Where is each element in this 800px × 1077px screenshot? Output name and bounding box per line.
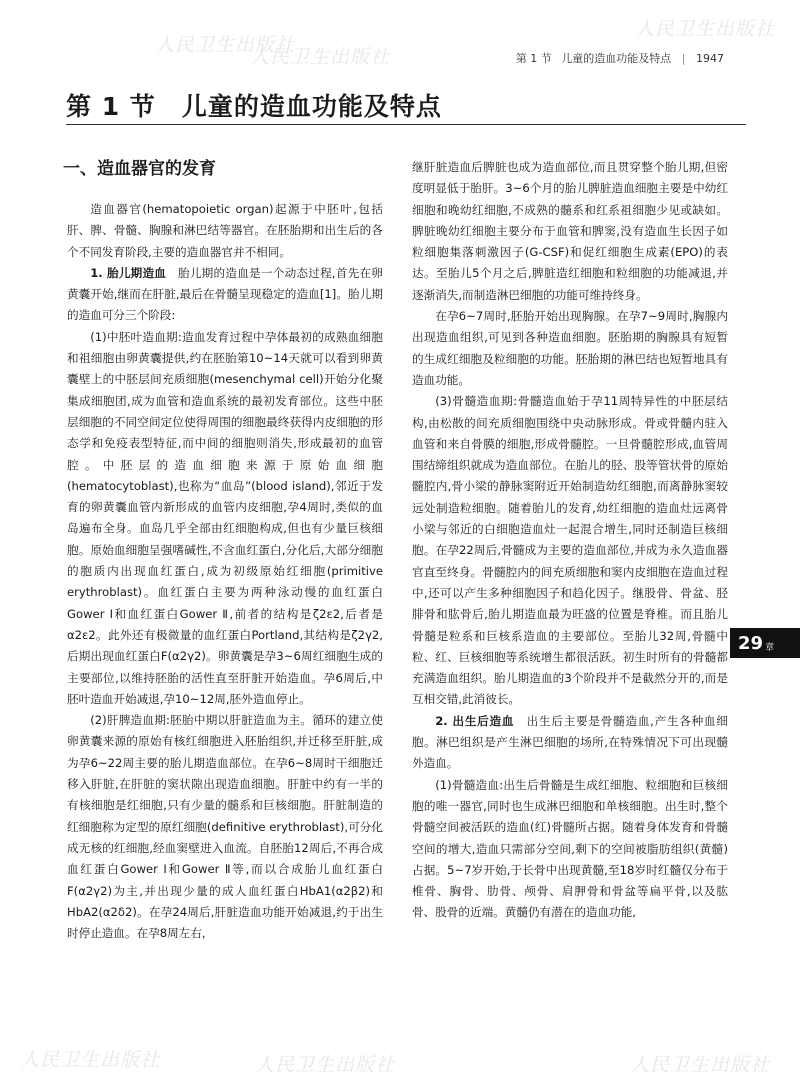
title-rule <box>66 124 746 125</box>
header-section: 第 1 节 <box>515 52 552 65</box>
paragraph-text: (2)肝脾造血期:胚胎中期以肝脏造血为主。循环的建立使卵黄囊来源的原始有核红细胞进入胚胎组织,并迁移至肝脏,成为孕6~22周主要的胎儿期造血部位。在孕6~8周时干细胞迁移入肝脏,在肝脏的窦状隙出现造血细胞。肝脏中约有一半的有核细胞是红细胞,只有少量的髓系和巨核细胞。肝脏制造的红细胞称为定型的原红细胞(definitive erythroblast),可分化成无核的红细胞,经血窦壁进入血流。自胚胎12周后,不再合成血红蛋白Gower Ⅰ和Gower Ⅱ等,而以合成胎儿血红蛋白F(α2γ2)为主,并出现少量的成人血红蛋白HbA1(α2β2)和HbA2(α2δ2)。在孕24周后,肝脏造血功能开始减退,约于出生时停止造血。在孕8周左右, <box>67 713 383 941</box>
paragraph <box>67 263 383 327</box>
page-number: 1947 <box>696 52 724 65</box>
paragraph <box>67 710 383 944</box>
paragraph <box>412 711 728 775</box>
paragraph-text: 胎儿期的造血是一个动态过程,首先在卵黄囊开始,继而在肝脏,最后在骨髓呈现稳定的造血[1]。胎儿期的造血可分三个阶段: <box>67 265 383 323</box>
paragraph <box>67 199 383 263</box>
paragraph <box>412 391 728 710</box>
subheading: 1. 胎儿期造血 <box>90 265 167 280</box>
paragraph-text: 造血器官(hematopoietic organ)起源于中胚叶,包括肝、脾、骨髓、胸腺和淋巴结等器官。在胚胎期和出生后的各个不同发育阶段,主要的造血器官并不相同。 <box>67 202 383 259</box>
subheading: 2. 出生后造血 <box>435 713 515 728</box>
paragraph <box>412 306 728 391</box>
paragraph <box>67 327 383 710</box>
watermark: 人民卫生出版社 <box>20 1049 161 1071</box>
paragraph-text: (3)骨髓造血期:骨髓造血始于孕11周特异性的中胚层结构,由松散的间充质细胞围绕中央动脉形成。骨或骨髓内驻入血管和来自骨膜的细胞,形成骨髓腔。一旦骨髓腔形成,血管周围结缔组织就成为造血部位。在胎儿的胫、股等管状骨的原始髓腔内,骨小梁的静脉窦附近开始制造幼红细胞,而离静脉窦较远处制造粒细胞。随着胎儿的发育,幼红细胞的造血灶远离骨小梁与邻近的白细胞造血灶一起混合增生,同时还制造巨核细胞。在孕22周后,骨髓成为主要的造血部位,并成为永久造血器官直至终身。骨髓腔内的间充质细胞和窦内皮细胞在造血过程中,还可以产生多种细胞因子和趋化因子。继股骨、骨盆、胫腓骨和肱骨后,胎儿期造血最为旺盛的位置是脊椎。而且胎儿骨髓是粒系和巨核系造血的主要部位。至胎儿32周,骨髓中粒、红、巨核细胞等系统增生都很活跃。初生时所有的骨髓都充满造血组织。胎儿期造血的3个阶段并不是截然分开的,而是互相交错,此消彼长。 <box>412 394 728 707</box>
left-column <box>63 157 383 944</box>
paragraph-text: 继肝脏造血后脾脏也成为造血部位,而且贯穿整个胎儿期,但密度明显低于胎肝。3~6个月的胎儿脾脏造血细胞主要是中幼红细胞和晚幼红细胞,不成熟的髓系和红系祖细胞少见或缺如。脾脏晚幼红细胞主要分布于血管和脾窦,没有造血生长因子如粒细胞集落刺激因子(G-CSF)和促红细胞生成素(EPO)的表达。至胎儿5个月之后,脾脏造红细胞和粒细胞的功能减退,并逐渐消失,而制造淋巴细胞的功能可维持终身。 <box>412 160 728 302</box>
right-column <box>412 157 728 924</box>
watermark: 人民卫生出版社 <box>250 46 391 68</box>
chapter-title <box>66 87 442 123</box>
chapter-tab <box>730 628 800 658</box>
header-divider: | <box>681 52 686 65</box>
chapter-tab-number: 29 <box>738 632 764 654</box>
paragraph-text: 在孕6~7周时,胚胎开始出现胸腺。在孕7~9周时,胸腺内出现造血组织,可见到各种造血细胞。胚胎期的胸腺具有短暂的生成红细胞及粒细胞的功能。胚胎期的淋巴结也短暂地具有造血功能。 <box>412 309 728 387</box>
chapter-title-text: 儿童的造血功能及特点 <box>181 92 442 121</box>
paragraph-text: (1)骨髓造血:出生后骨髓是生成红细胞、粒细胞和巨核细胞的唯一器官,同时也生成淋巴细胞和单核细胞。出生时,整个骨髓空间被活跃的造血(红)骨髓所占据。随着身体发育和骨髓空间的增大,造血只需部分空间,剩下的空间被脂肪组织(黄髓)占据。5~7岁开始,于长骨中出现黄髓,至18岁时红髓仅分布于椎骨、胸骨、肋骨、颅骨、肩胛骨和骨盆等扁平骨,以及肱骨、股骨的近端。黄髓仍有潜在的造血功能, <box>412 777 728 920</box>
watermark: 人民卫生出版社 <box>630 1054 771 1076</box>
paragraph-text: 出生后主要是骨髓造血,产生各种血细胞。淋巴组织是产生淋巴细胞的场所,在特殊情况下可出现髓外造血。 <box>412 713 728 771</box>
header-title: 儿童的造血功能及特点 <box>561 52 672 65</box>
running-header <box>516 50 724 66</box>
chapter-section-label: 第 1 节 <box>66 92 156 121</box>
paragraph <box>412 157 728 306</box>
watermark: 人民卫生出版社 <box>255 1054 396 1076</box>
section-heading: 一、造血器官的发育 <box>63 159 216 179</box>
watermark: 人民卫生出版社 <box>635 18 776 40</box>
paragraph-text: (1)中胚叶造血期:造血发育过程中孕体最初的成熟血细胞和祖细胞由卵黄囊提供,约在胚胎第10~14天就可以看到卵黄囊壁上的中胚层间充质细胞(mesenchymal cell)开始分化聚集成细胞团,成为血管和造血系统的最初发育部位。这些中胚层细胞的不同空间定位使得周围的细胞最终获得内皮细胞的形态学和免疫表型特征,而中间的细胞则消失,形成最初的血管腔。中胚层的造血细胞来源于原始血细胞(hematocytoblast),也称为“血岛”(blood island),邻近于发育的卵黄囊血管内新形成的血管内皮细胞,孕4周时,类似的血岛遍布全身。血岛几乎全部由红细胞构成,但也有少量巨核细胞。原始血细胞呈强嗜碱性,不含血红蛋白,分化后,大部分细胞的胞质内出现血红蛋白,成为初级原始红细胞(primitive erythroblast)。血红蛋白主要为两种泳动慢的血红蛋白Gower Ⅰ和血红蛋白Gower Ⅱ,前者的结构是ζ2ε2,后者是α2ε2。此外还有极微量的血红蛋白Portland,其结构是ζ2γ2,后期出现血红蛋白F(α2γ2)。卵黄囊是孕3~6周红细胞生成的主要部位,以维持胚胎的活性直至肝脏开始造血。孕6周后,中胚叶造血开始减退,孕10~12周,胚外造血停止。 <box>67 329 383 706</box>
watermark: 人民卫生出版社 <box>155 34 296 56</box>
chapter-tab-suffix: 章 <box>765 642 775 653</box>
paragraph <box>412 775 728 924</box>
